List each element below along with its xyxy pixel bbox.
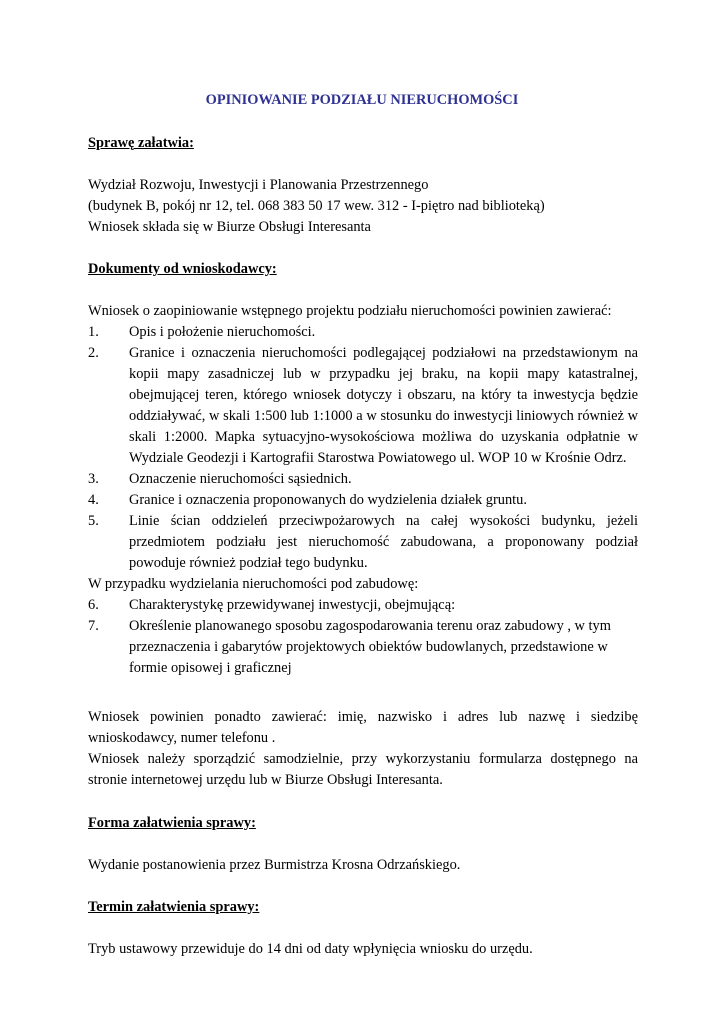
list-item: 3. Oznaczenie nieruchomości sąsiednich. [88,471,352,487]
deadline-text: Tryb ustawowy przewiduje do 14 dni od daty wpłynięcia wniosku do urzędu. [88,941,533,957]
list-item: 5. Linie ścian oddzieleń przeciwpożarowych na całej wysokości budynku, jeżeli przedmiotem podziału jest nieruchomość zabudowana, a proponowany podział powoduje również podział tego budynku. [88,513,638,571]
extra-requirements: Wniosek powinien ponadto zawierać: imię, nazwisko i adres lub nazwę i siedzibę wnioskodawcy, numer telefonu . [88,709,638,746]
handler-heading: Sprawę załatwia: [88,135,194,151]
handler-department: Wydział Rozwoju, Inwestycji i Planowania Przestrzennego [88,177,429,193]
built-list [88,595,638,679]
form-heading: Forma załatwienia sprawy: [88,815,256,831]
page-title: OPINIOWANIE PODZIAŁU NIERUCHOMOŚCI [205,92,519,108]
form-text: Wydanie postanowienia przez Burmistrza Krosna Odrzańskiego. [88,857,461,873]
form-instructions: Wniosek należy sporządzić samodzielnie, przy wykorzystaniu formularza dostępnego na stronie internetowej urzędu lub w Biurze Obsługi Interesanta. [88,751,638,788]
list-item: 6. Charakterystykę przewidywanej inwestycji, obejmującą: [88,597,456,613]
handler-details [88,175,638,238]
deadline-heading: Termin załatwienia sprawy: [88,899,260,915]
list-item: 4. Granice i oznaczenia proponowanych do wydzielenia działek gruntu. [88,492,527,508]
list-item: 1. Opis i położenie nieruchomości. [88,324,316,340]
documents-heading: Dokumenty od wnioskodawcy: [88,261,277,277]
documents-intro: Wniosek o zaopiniowanie wstępnego projektu podziału nieruchomości powinien zawierać: [88,303,612,319]
documents-list [88,322,638,574]
list-item: 7. Określenie planowanego sposobu zagospodarowania terenu oraz zabudowy , w tym przeznaczenia i gabarytów projektowych obiektów budowlanych, przedstawione w formie opisowej i graficznej [88,618,611,676]
list-item: 2. Granice i oznaczenia nieruchomości podlegającej podziałowi na przedstawionym na kopii mapy zasadniczej lub w przypadku jej braku, na kopii mapy katastralnej, obejmującej teren, którego wniosek dotyczy i obszaru, na który ta inwestycja będzie oddziaływać, w skali 1:500 lub 1:1000 a w stosunku do inwestycji liniowych również w skali 1:2000. Mapka sytuacyjno-wysokościowa możliwa do uzyskania odpłatnie w Wydziale Geodezji i Kartografii Starostwa Powiatowego ul. WOP 10 w Krośnie Odrz. [88,345,638,466]
built-intro: W przypadku wydzielania nieruchomości pod zabudowę: [88,576,419,592]
handler-address: (budynek B, pokój nr 12, tel. 068 383 50 17 wew. 312 - I-piętro nad biblioteką) [88,198,545,214]
handler-submission: Wniosek składa się w Biurze Obsługi Interesanta [88,219,371,235]
